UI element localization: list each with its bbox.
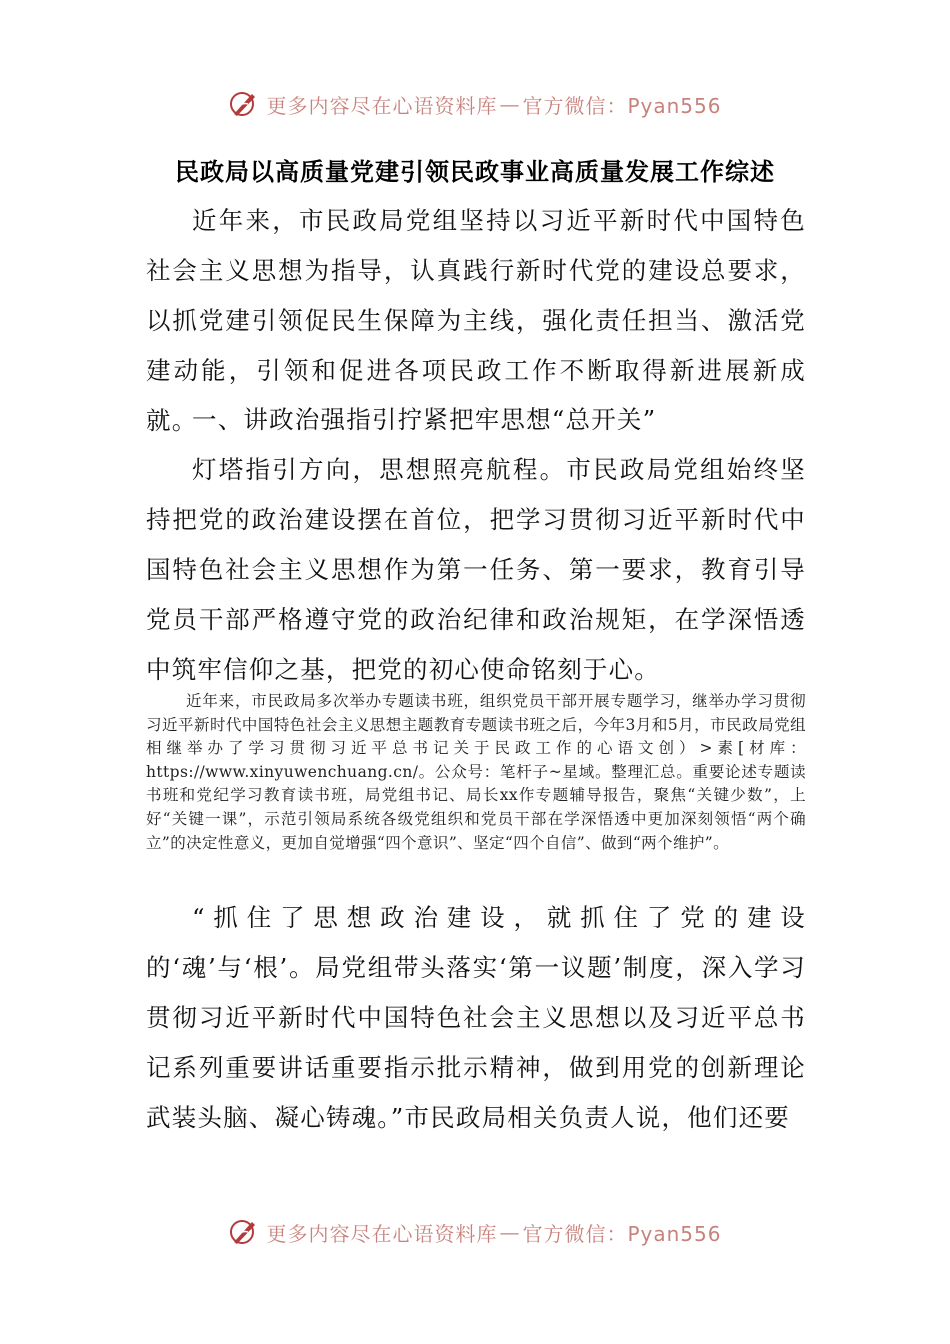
section-heading-1: 一、讲政治强指引拧紧把牢思想“总开关” [192, 405, 657, 434]
banner-separator: — [499, 1220, 521, 1244]
footer-banner [0, 1212, 950, 1252]
banner-contact: 官方微信：Pyan556 [522, 93, 722, 118]
pen-logo-icon [228, 1216, 260, 1248]
document-title: 民政局以高质量党建引领民政事业高质量发展工作综述 [175, 157, 775, 186]
banner-text: 更多内容尽在心语资料库 [266, 93, 498, 118]
paragraph-intro: 近年来，市民政局党组坚持以习近平新时代中国特色社会主义思想为指导，认真践行新时代党的建设总要求，以抓党建引领促民生保障为主线，强化责任担当、激活党建动能，引领和促进各项民政工作不断取得新进展新成就。 [146, 206, 806, 435]
header-banner [0, 84, 950, 124]
banner-text: 更多内容尽在心语资料库 [266, 1221, 498, 1246]
banner-contact: 官方微信：Pyan556 [522, 1221, 722, 1246]
paragraph-3: “抓住了思想政治建设，就抓住了党的建设的‘魂’与‘根’。局党组带头落实‘第一议题’制度，深入学习贯彻习近平新时代中国特色社会主义思想以及习近平总书记系列重要讲话重要指示批示精神，做到用党的创新理论武装头脑、凝心铸魂。”市民政局相关负责人说，他们还要 [146, 903, 806, 1132]
paragraph-small: 近年来，市民政局多次举办专题读书班，组织党员干部开展专题学习，继举办学习贯彻习近平新时代中国特色社会主义思想主题教育专题读书班之后，今年3月和5月，市民政局党组相继举办了学习贯彻习近平总书记关于民政工作的心语文创）>素[材库：https://www.xinyuwenchuang.cn/。公众号：笔杆子~星域。整理汇总。重要论述专题读书班和党纪学习教育读书班，局党组书记、局长xx作专题辅导报告，聚焦“关键少数”，上好“关键一课”，示范引领局系统各级党组织和党员干部在学深悟透中更加深刻领悟“两个确立”的决定性意义，更加自觉增强“四个意识”、坚定“四个自信”、做到“两个维护”。 [146, 692, 806, 852]
banner-separator: — [499, 92, 521, 116]
paragraph-2: 灯塔指引方向，思想照亮航程。市民政局党组始终坚持把党的政治建设摆在首位，把学习贯彻习近平新时代中国特色社会主义思想作为第一任务、第一要求，教育引导党员干部严格遵守党的政治纪律和政治规矩，在学深悟透中筑牢信仰之基，把党的初心使命铭刻于心。 [146, 455, 806, 684]
pen-logo-icon [228, 88, 260, 120]
